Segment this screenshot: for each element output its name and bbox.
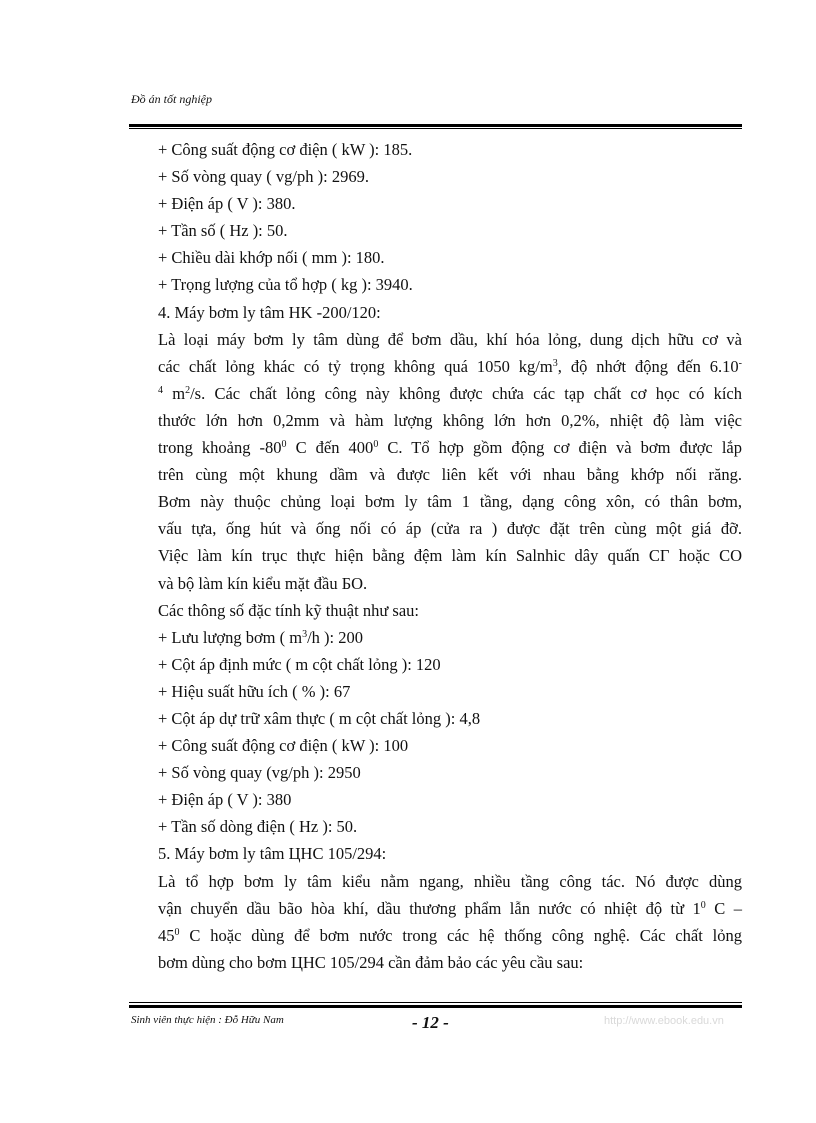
header-rule bbox=[129, 124, 742, 127]
spec-line: + Cột áp dự trữ xâm thực ( m cột chất lỏng ): 4,8 bbox=[158, 708, 481, 728]
section-heading: 5. Máy bơm ly tâm ЦНС 105/294: bbox=[158, 844, 387, 864]
footer-student: Sinh viên thực hiện : Đỗ Hữu Nam bbox=[131, 1014, 284, 1026]
spec-line: + Điện áp ( V ): 380. bbox=[158, 194, 296, 214]
paragraph-line: các chất lỏng khác có tỷ trọng không quá 1050 $kg/m^3$, độ nhớt động đến 6.10- bbox=[158, 356, 742, 376]
spec-line: + Công suất động cơ điện ( kW ): 100 bbox=[158, 736, 409, 756]
page-body bbox=[158, 136, 742, 976]
spec-line: + Số vòng quay ( vg/ph ): 2969. bbox=[158, 167, 369, 187]
spec-line: + Tần số ( Hz ): 50. bbox=[158, 221, 288, 241]
paragraph-line: Là tổ hợp bơm ly tâm kiểu nằm ngang, nhiều tầng công tác. Nó được dùng bbox=[158, 871, 742, 891]
spec-line: + Điện áp ( V ): 380 bbox=[158, 790, 292, 810]
paragraph-line: vấu tựa, ống hút và ống nối có áp (cửa ra ) được đặt trên cùng một giá đỡ. bbox=[158, 519, 742, 539]
section-heading: 4. Máy bơm ly tâm HK -200/120: bbox=[158, 302, 381, 322]
paragraph-line: trong khoảng $-80^0$ C đến $400^0$ C. Tổ hợp gồm động cơ điện và bơm được lắp bbox=[158, 438, 742, 458]
paragraph-line: $45^0$ C hoặc dùng để bơm nước trong các hệ thống công nghệ. Các chất lỏng bbox=[158, 925, 742, 945]
page-number: - 12 - bbox=[412, 1013, 449, 1032]
spec-line: + Trọng lượng của tổ hợp ( kg ): 3940. bbox=[158, 275, 413, 295]
paragraph-line: vận chuyển dầu bão hòa khí, dầu thương phẩm lẫn nước có nhiệt độ từ $1^0$ C – bbox=[158, 898, 742, 918]
footer-rule-thin bbox=[129, 1002, 742, 1003]
spec-line: + Số vòng quay (vg/ph ): 2950 bbox=[158, 763, 361, 783]
paragraph-line: và bộ làm kín kiểu mặt đầu БО. bbox=[158, 573, 368, 593]
footer-url: http://www.ebook.edu.vn bbox=[604, 1015, 724, 1027]
paragraph-line: Việc làm kín trục thực hiện bằng đệm làm kín Salnhic dây quấn CГ hoặc CO bbox=[158, 546, 742, 566]
spec-line: + Chiều dài khớp nối ( mm ): 180. bbox=[158, 248, 385, 268]
spec-line: + Công suất động cơ điện ( kW ): 185. bbox=[158, 140, 413, 159]
paragraph-line: bơm dùng cho bơm ЦНС 105/294 cần đảm bảo các yêu cầu sau: bbox=[158, 952, 584, 972]
header-rule-thin bbox=[129, 128, 742, 129]
spec-line: + Cột áp định mức ( m cột chất lỏng ): 120 bbox=[158, 654, 441, 674]
spec-line: + Tần số dòng điện ( Hz ): 50. bbox=[158, 817, 358, 837]
paragraph-line: trên cùng một khung dầm và được liên kết với nhau bằng khớp nối răng. bbox=[158, 465, 742, 485]
spec-line: + Hiệu suất hữu ích ( % ): 67 bbox=[158, 681, 351, 701]
paragraph-line: thước lớn hơn 0,2mm và hàm lượng không lớn hơn 0,2%, nhiệt độ làm việc bbox=[158, 410, 742, 430]
paragraph-line: Là loại máy bơm ly tâm dùng để bơm dầu, khí hóa lỏng, dung dịch hữu cơ và bbox=[158, 329, 742, 349]
spec-line: + Lưu lượng bơm ( $m^3/h$ ): 200 bbox=[158, 627, 364, 647]
paragraph-line: Bơm này thuộc chủng loại bơm ly tâm 1 tầng, dạng công xôn, có thân bơm, bbox=[158, 492, 742, 512]
footer-rule bbox=[129, 1005, 742, 1008]
header-title: Đồ án tốt nghiệp bbox=[131, 92, 212, 106]
spec-intro: Các thông số đặc tính kỹ thuật như sau: bbox=[158, 600, 419, 620]
paragraph-line: $^4$ $m^2/s$. Các chất lỏng công này không được chứa các tạp chất cơ học có kích bbox=[158, 383, 742, 403]
